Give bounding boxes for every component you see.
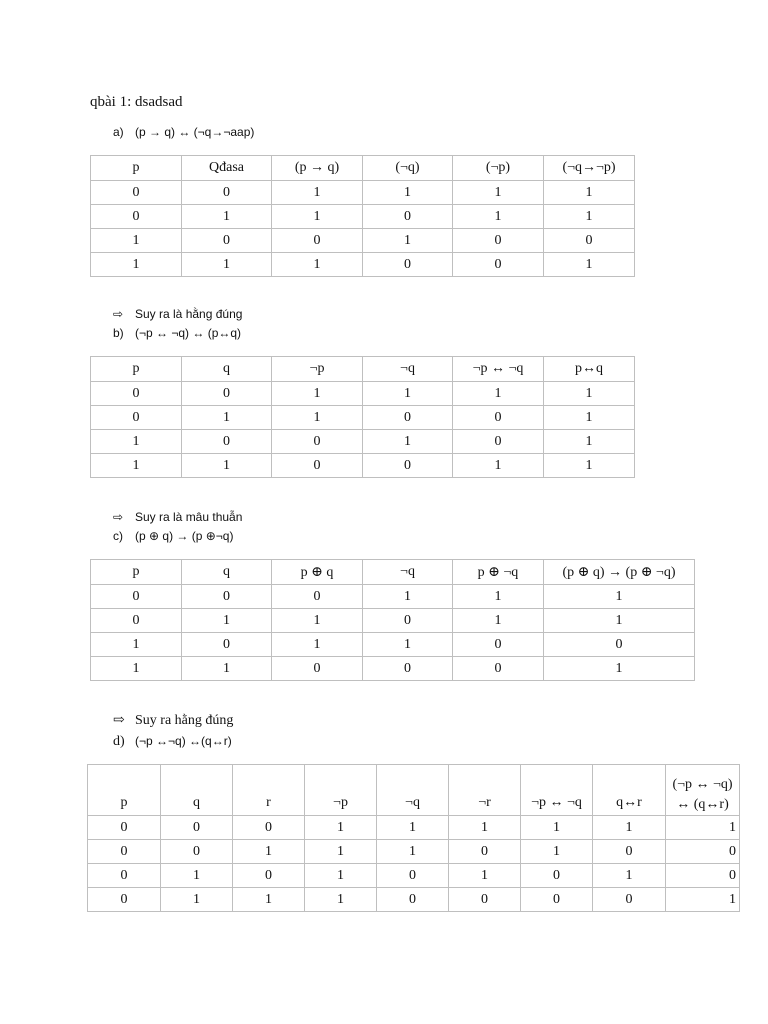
conclusion-c-text: Suy ra hằng đúng <box>135 713 234 728</box>
header-cell: p ⊕ q <box>272 560 363 585</box>
item-b <box>113 326 241 340</box>
table-row <box>88 864 740 888</box>
table-cell: 0 <box>91 609 182 633</box>
table-cell: 0 <box>363 609 453 633</box>
table-cell: 0 <box>453 253 544 277</box>
truth-table-a <box>90 155 635 277</box>
table-row <box>88 816 740 840</box>
table-cell: 1 <box>91 229 182 253</box>
table-cell: 1 <box>91 633 182 657</box>
header-cell: (p ⊕ q) → (p ⊕ ¬q) <box>544 560 695 585</box>
table-row <box>91 430 635 454</box>
table-cell: 1 <box>377 840 449 864</box>
table-row <box>91 585 695 609</box>
table-cell: 1 <box>272 609 363 633</box>
table-header-row <box>91 560 695 585</box>
table-cell: 0 <box>377 864 449 888</box>
table-row <box>91 406 635 430</box>
table-row <box>91 205 635 229</box>
table-cell: 1 <box>363 229 453 253</box>
table-row <box>88 840 740 864</box>
table-cell: 1 <box>305 840 377 864</box>
table-cell: 0 <box>272 454 363 478</box>
table-cell: 1 <box>453 609 544 633</box>
table-cell: 1 <box>544 181 635 205</box>
item-c-expr: (p ⊕ q) → (p ⊕¬q) <box>135 529 234 543</box>
conclusion-c <box>113 712 233 729</box>
table-cell: 0 <box>91 585 182 609</box>
item-b-label: b) <box>113 326 124 340</box>
table-cell: 1 <box>272 181 363 205</box>
table-cell: 1 <box>453 205 544 229</box>
table-cell: 0 <box>593 840 666 864</box>
table-cell: 1 <box>453 585 544 609</box>
table-cell: 0 <box>521 888 593 912</box>
header-cell: q↔r <box>593 765 666 816</box>
table-cell: 0 <box>182 585 272 609</box>
table-cell: 0 <box>453 406 544 430</box>
table-cell: 0 <box>182 229 272 253</box>
table-cell: 1 <box>182 205 272 229</box>
truth-table-b <box>90 356 635 478</box>
table-cell: 1 <box>453 454 544 478</box>
table-cell: 1 <box>272 633 363 657</box>
table-cell: 1 <box>305 864 377 888</box>
table-cell: 0 <box>453 430 544 454</box>
table-cell: 1 <box>91 454 182 478</box>
table-cell: 1 <box>544 253 635 277</box>
item-a <box>113 125 254 139</box>
table-cell: 1 <box>272 253 363 277</box>
header-cell: p ⊕ ¬q <box>453 560 544 585</box>
header-cell: ¬q <box>363 357 453 382</box>
header-cell: (¬p) <box>453 156 544 181</box>
table-cell: 1 <box>449 816 521 840</box>
header-cell: q <box>182 560 272 585</box>
table-cell: 1 <box>182 657 272 681</box>
table-cell: 0 <box>182 181 272 205</box>
table-cell: 0 <box>272 430 363 454</box>
table-cell: 1 <box>521 816 593 840</box>
table-row <box>91 454 635 478</box>
header-cell: ¬p <box>272 357 363 382</box>
table-header-row <box>91 156 635 181</box>
table-cell: 1 <box>363 430 453 454</box>
table-cell: 1 <box>272 406 363 430</box>
header-cell: p↔q <box>544 357 635 382</box>
table-cell: 0 <box>161 840 233 864</box>
table-cell: 1 <box>182 253 272 277</box>
table-cell: 0 <box>91 205 182 229</box>
table-cell: 0 <box>449 888 521 912</box>
table-cell: 1 <box>593 864 666 888</box>
table-cell: 1 <box>453 181 544 205</box>
table-cell: 1 <box>544 454 635 478</box>
arrow-right-icon: ⇨ <box>113 510 124 524</box>
table-row <box>91 382 635 406</box>
table-cell: 0 <box>521 864 593 888</box>
table-cell: 0 <box>272 585 363 609</box>
item-d-expr: (¬p ↔¬q) ↔(q↔r) <box>135 734 232 748</box>
header-cell: p <box>91 560 182 585</box>
page-title: qbài 1: dsadsad <box>90 94 183 110</box>
table-cell: 1 <box>161 864 233 888</box>
header-cell: (p → q) <box>272 156 363 181</box>
table-cell: 0 <box>377 888 449 912</box>
arrow-right-icon: ⇨ <box>113 307 124 321</box>
header-cell: (¬q) <box>363 156 453 181</box>
table-cell: 0 <box>182 430 272 454</box>
table-row <box>91 253 635 277</box>
table-header-row <box>88 765 740 816</box>
table-cell: 1 <box>363 633 453 657</box>
table-cell: 1 <box>544 430 635 454</box>
table-cell: 1 <box>666 816 740 840</box>
table-cell: 0 <box>91 406 182 430</box>
table-cell: 0 <box>272 229 363 253</box>
table-cell: 0 <box>544 229 635 253</box>
table-cell: 1 <box>544 205 635 229</box>
header-cell: (¬p ↔ ¬q) ↔ (q↔r) <box>666 765 740 816</box>
table-row <box>88 888 740 912</box>
table-cell: 1 <box>593 816 666 840</box>
table-row <box>91 181 635 205</box>
table-cell: 0 <box>91 382 182 406</box>
conclusion-b-text: Suy ra là mâu thuẫn <box>135 510 243 524</box>
table-cell: 1 <box>305 888 377 912</box>
table-cell: 1 <box>182 609 272 633</box>
table-row <box>91 657 695 681</box>
header-cell: (¬q→¬p) <box>544 156 635 181</box>
table-cell: 1 <box>91 253 182 277</box>
table-cell: 0 <box>233 864 305 888</box>
truth-table-c <box>90 559 695 681</box>
table-cell: 0 <box>363 205 453 229</box>
table-cell: 1 <box>272 205 363 229</box>
table-row <box>91 633 695 657</box>
table-cell: 0 <box>88 816 161 840</box>
header-cell: ¬q <box>363 560 453 585</box>
table-cell: 0 <box>88 840 161 864</box>
table-cell: 1 <box>453 382 544 406</box>
table-cell: 0 <box>272 657 363 681</box>
table-cell: 0 <box>363 657 453 681</box>
conclusion-a-text: Suy ra là hằng đúng <box>135 307 243 321</box>
table-cell: 1 <box>305 816 377 840</box>
table-cell: 1 <box>363 382 453 406</box>
header-cell: q <box>182 357 272 382</box>
header-cell: p <box>91 357 182 382</box>
table-cell: 0 <box>593 888 666 912</box>
table-cell: 0 <box>363 454 453 478</box>
table-cell: 1 <box>182 406 272 430</box>
table-cell: 1 <box>544 609 695 633</box>
table-cell: 0 <box>182 382 272 406</box>
table-cell: 0 <box>88 888 161 912</box>
table-cell: 0 <box>453 229 544 253</box>
table-cell: 1 <box>544 406 635 430</box>
conclusion-b <box>113 510 242 524</box>
item-b-expr: (¬p ↔ ¬q) ↔ (p↔q) <box>135 326 242 340</box>
arrow-right-icon: ⇨ <box>113 713 125 728</box>
table-cell: 0 <box>233 816 305 840</box>
table-cell: 1 <box>544 382 635 406</box>
table-cell: 1 <box>521 840 593 864</box>
header-cell: p <box>91 156 182 181</box>
table-cell: 0 <box>453 657 544 681</box>
table-cell: 0 <box>666 864 740 888</box>
header-cell: q <box>161 765 233 816</box>
table-cell: 0 <box>161 816 233 840</box>
header-cell: ¬p <box>305 765 377 816</box>
table-cell: 1 <box>233 888 305 912</box>
table-cell: 1 <box>91 657 182 681</box>
table-cell: 1 <box>363 181 453 205</box>
table-cell: 1 <box>91 430 182 454</box>
table-row <box>91 229 635 253</box>
header-cell: ¬q <box>377 765 449 816</box>
table-cell: 0 <box>449 840 521 864</box>
header-cell: ¬r <box>449 765 521 816</box>
item-c <box>113 529 233 543</box>
table-cell: 1 <box>449 864 521 888</box>
table-cell: 1 <box>544 657 695 681</box>
header-cell: ¬p ↔ ¬q <box>521 765 593 816</box>
table-cell: 1 <box>363 585 453 609</box>
table-header-row <box>91 357 635 382</box>
header-cell: Qđasa <box>182 156 272 181</box>
table-cell: 0 <box>91 181 182 205</box>
table-cell: 0 <box>544 633 695 657</box>
table-cell: 0 <box>363 406 453 430</box>
header-cell: r <box>233 765 305 816</box>
table-cell: 0 <box>363 253 453 277</box>
item-c-label: c) <box>113 529 123 543</box>
table-cell: 1 <box>544 585 695 609</box>
table-cell: 1 <box>233 840 305 864</box>
table-cell: 1 <box>272 382 363 406</box>
conclusion-a <box>113 307 242 321</box>
table-cell: 0 <box>182 633 272 657</box>
table-cell: 1 <box>182 454 272 478</box>
item-d-label: d) <box>113 734 125 749</box>
table-row <box>91 609 695 633</box>
table-cell: 1 <box>666 888 740 912</box>
item-a-expr: (p → q) ↔ (¬q→¬aap) <box>135 125 255 139</box>
table-cell: 1 <box>377 816 449 840</box>
header-cell: ¬p ↔ ¬q <box>453 357 544 382</box>
table-cell: 0 <box>88 864 161 888</box>
table-cell: 1 <box>161 888 233 912</box>
table-cell: 0 <box>453 633 544 657</box>
item-a-label: a) <box>113 125 124 139</box>
truth-table-d <box>87 764 740 912</box>
item-d <box>113 734 232 750</box>
table-cell: 0 <box>666 840 740 864</box>
header-cell: p <box>88 765 161 816</box>
